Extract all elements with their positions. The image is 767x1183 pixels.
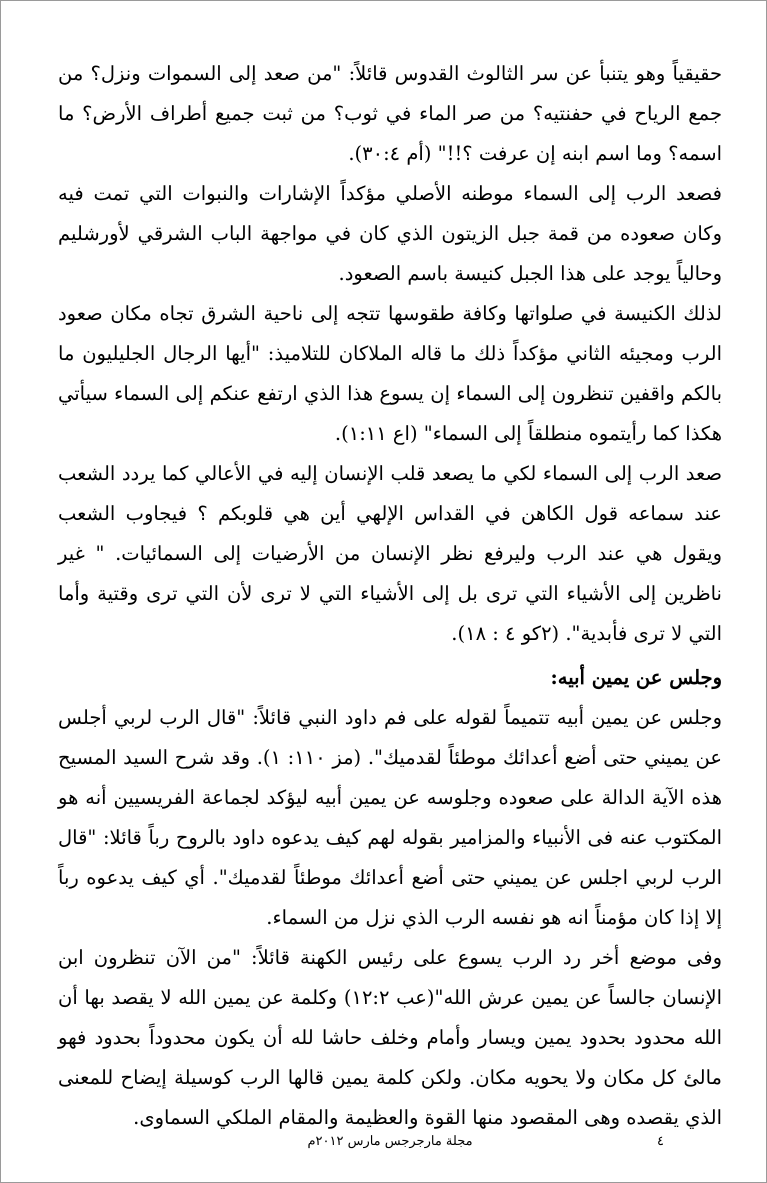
article-body <box>58 54 722 1138</box>
paragraph-prophecy: حقيقياً وهو يتنبأ عن سر الثالوث القدوس قائلاً: "من صعد إلى السموات ونزل؟ من جمع الرياح في حفنتيه؟ من صر الماء في ثوب؟ من ثبت جميع أطراف الأرض؟ ما اسمه؟ وما اسم ابنه إن عرفت ؟!!" (أم ٣٠:٤). <box>58 62 722 165</box>
paragraph-high-priest: وفى موضع أخر رد الرب يسوع على رئيس الكهنة قائلاً: "من الآن تنظرون ابن الإنسان جالساً عن يمين عرش الله"(عب ١٢:٢) وكلمة عن يمين الله لا يقصد بها أن الله محدود بحدود يمين ويسار وأمام وخلف حاشا لله أن يكون محدوداً بحدود فهو مالئ كل مكان ولا يحويه مكان. ولكن كلمة يمين قالها الرب كوسيلة إيضاح للمعنى الذي يقصده وهى المقصود منها القوة والعظيمة والمقام الملكي السماوى. <box>58 946 722 1129</box>
page-number: ٤ <box>657 1134 664 1149</box>
paragraph-ascension: فصعد الرب إلى السماء موطنه الأصلي مؤكداً الإشارات والنبوات التي تمت فيه وكان صعوده من قمة جبل الزيتون الذي كان في مواجهة الباب الشرقي لأورشليم وحالياً يوجد على هذا الجبل كنيسة باسم الصعود. <box>58 182 722 285</box>
paragraph-church-east: لذلك الكنيسة في صلواتها وكافة طقوسها تتجه إلى ناحية الشرق تجاه مكان صعود الرب ومجيئه الثاني مؤكداً ذلك ما قاله الملاكان للتلاميذ: "أيها الرجال الجليليون ما بالكم واقفين تنظرون إلى السماء إن يسوع هذا الذي ارتفع عنكم إلى السماء سيأتي هكذا كما رأيتموه منطلقاً إلى السماء" (اع ١:١١). <box>58 302 722 445</box>
paragraph-right-hand: وجلس عن يمين أبيه تتميماً لقوله على فم داود النبي قائلاً: "قال الرب لربي أجلس عن يميني حتى أضع أعدائك موطئاً لقدميك". (مز ١١٠: ١). وقد شرح السيد المسيح هذه الآية الدالة على صعوده وجلوسه عن يمين أبيه ليؤكد لجماعة الفريسيين أنه هو المكتوب عنه فى الأنبياء والمزامير بقوله لهم كيف يدعوه داود بالروح رباً قائلا: "قال الرب لربي اجلس عن يميني حتى أضع أعدائك موطئاً لقدميك". أي كيف يدعوه رباً إلا إذا كان مؤمناً انه هو نفسه الرب الذي نزل من السماء. <box>58 706 722 929</box>
section-heading: وجلس عن يمين أبيه: <box>550 666 722 689</box>
paragraph-heart-ascends: صعد الرب إلى السماء لكي ما يصعد قلب الإنسان إليه في الأعالي كما يردد الشعب عند سماعه قول الكاهن في القداس الإلهي أين هي قلوبكم ؟ فيجاوب الشعب ويقول هي عند الرب وليرفع نظر الإنسان من الأرضيات إلى السمائيات. " غير ناظرين إلى الأشياء التي ترى بل إلى الأشياء التي لا ترى لأن التي ترى وقتية وأما التي لا ترى فأبدية". (٢كو ٤ : ١٨). <box>58 462 722 645</box>
magazine-title: مجلة مارجرجس مارس ٢٠١٢م <box>307 1134 473 1149</box>
